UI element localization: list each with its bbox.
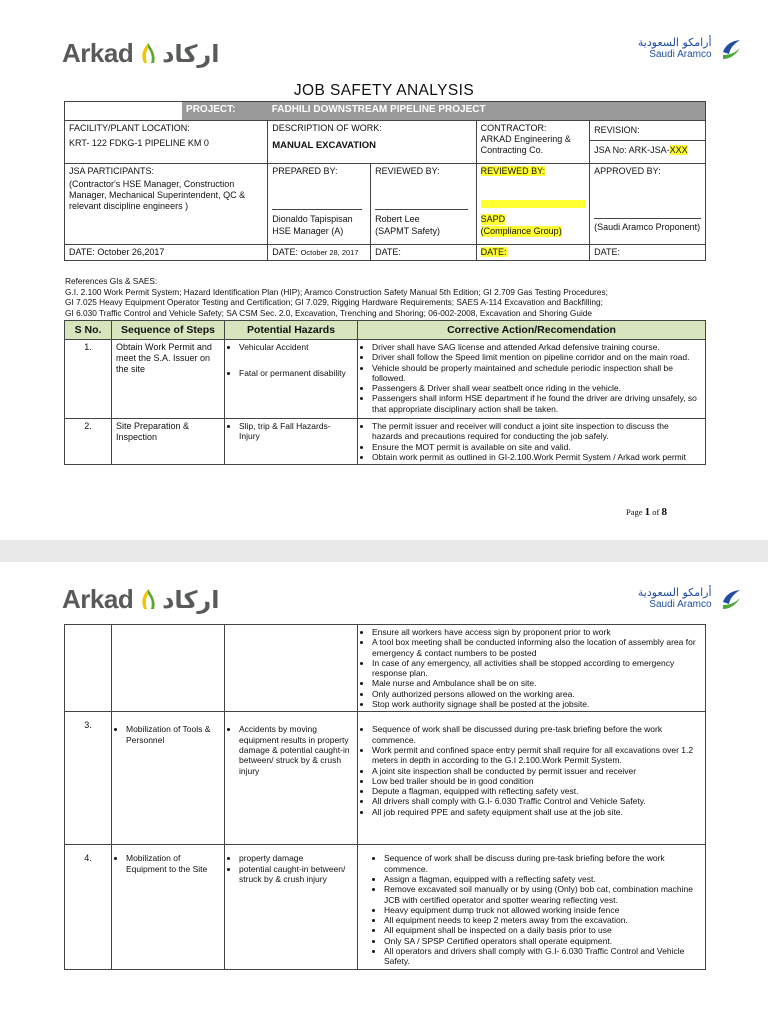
action-item: • Obtain work permit as outlined in GI-2.100.Work Permit System / Arkad work permit: [372, 452, 701, 462]
jsa-number-prefix: JSA No: ARK-JSA-: [594, 145, 670, 155]
column-header-sno: S No.: [65, 321, 112, 340]
references-heading: References GIs & SAES:: [65, 276, 158, 286]
hazard-item: • property damage: [239, 853, 353, 863]
column-header-actions: Corrective Action/Recomendation: [358, 321, 706, 340]
action-item: • The permit issuer and receiver will conduct a joint site inspection to discuss the hazards and precautions required for conducting the job safely.: [372, 421, 701, 442]
hazard-item: • potential caught-in between/ struck by & crush injury: [239, 864, 353, 885]
jsa-number-suffix: XXX: [669, 145, 688, 155]
hazard-item: • Vehicular Accident: [239, 342, 353, 352]
action-item: • Remove excavated soil manually or by using (Only) bob cat, combination machine JCB with certified operator and spotter wearing reflecting vest.: [384, 884, 701, 905]
date-2-label: DATE:: [272, 247, 299, 257]
action-item: • Only SA / SPSP Certified operators shall operate equipment.: [384, 936, 701, 946]
references-block: [65, 276, 725, 318]
hazard-item: • Fatal or permanent disability: [239, 368, 353, 378]
table-row: [65, 419, 706, 465]
action-item: • All drivers shall comply with G.I- 6.030 Traffic Control and Vehicle Safety.: [372, 796, 701, 806]
hazard-item: • Slip, trip & Fall Hazards- Injury: [239, 421, 353, 442]
action-item: • Heavy equipment dump truck not allowed working inside fence: [384, 905, 701, 915]
table-row: [65, 712, 706, 845]
reviewed-by-role: (SAPMT Safety): [375, 226, 440, 236]
row-sno: 1.: [65, 340, 112, 419]
action-item: • Stop work authority signage shall be posted at the jobsite.: [372, 699, 701, 709]
references-line: G.I. 2.100 Work Permit System; Hazard Identification Plan (HIP); Aramco Construction Safety Manual 5th Edition; GI 2.709 Gas Testing Procedures;: [65, 286, 608, 297]
action-item: • Depute a flagman, equipped with reflecting safety vest.: [372, 786, 701, 796]
action-item: • Passengers shall inform HSE department if he found the driver are driving unsafely, so that appropriate disciplinary action shall be taken.: [372, 393, 701, 414]
revision-label: REVISION:: [590, 121, 705, 141]
reviewed-by-name: Robert Lee: [375, 214, 420, 224]
row-sno: [65, 625, 112, 712]
description-value: MANUAL EXCAVATION: [272, 140, 376, 151]
action-item: • Assign a flagman, equipped with a reflecting safety vest.: [384, 874, 701, 884]
row-step: [112, 625, 225, 712]
document-title: JOB SAFETY ANALYSIS: [293, 82, 475, 99]
compliance-signature-box: [481, 200, 585, 208]
column-header-hazards: Potential Hazards: [225, 321, 358, 340]
page-number: Page 1 of 8: [626, 506, 667, 518]
aramco-star-icon: [720, 36, 742, 62]
document-page-2: [0, 562, 768, 1024]
row-sno: 2.: [65, 419, 112, 465]
jsa-header-table: [64, 101, 706, 261]
action-item: • Passengers & Driver shall wear seatbelt once riding in the vehicle.: [372, 383, 701, 393]
action-item: • Ensure all workers have access sign by proponent prior to work: [372, 627, 701, 637]
project-name: FADHILI DOWNSTREAM PIPELINE PROJECT: [268, 102, 706, 121]
arkad-flame-icon: [138, 588, 158, 610]
references-line: GI 7.025 Heavy Equipment Operator Testing and Certification; GI 7.029, Rigging Hardware Requirements; SAES A-114 Excavation and Backfilling;: [65, 297, 603, 307]
action-item: • All equipment shall be inspected on a daily basis prior to use: [384, 925, 701, 935]
action-item: • All equipment needs to keep 2 meters away from the excavation.: [384, 915, 701, 925]
action-item: • All job required PPE and safety equipment shall use at the job site.: [372, 807, 701, 817]
compliance-reviewed-label: REVIEWED BY:: [480, 166, 546, 176]
row-sno: 3.: [65, 712, 112, 845]
action-item: • Ensure the MOT permit is available on site and valid.: [372, 442, 701, 452]
facility-value: KRT- 122 FDKG-1 PIPELINE KM 0: [69, 138, 209, 148]
prepared-by-label: PREPARED BY:: [272, 166, 338, 176]
job-steps-table: [64, 320, 706, 465]
project-label: PROJECT:: [182, 102, 268, 121]
action-item: • A joint site inspection shall be conducted by permit issuer and receiver: [372, 766, 701, 776]
action-item: • Driver shall follow the Speed limit mention on pipeline corridor and on the main road.: [372, 352, 701, 362]
action-item: • Low bed trailer should be in good condition: [372, 776, 701, 786]
approved-by-label: APPROVED BY:: [594, 166, 661, 176]
action-item: • A tool box meeting shall be conducted informing also the location of assembly area for emergency & contact numbers to be posted: [372, 637, 701, 658]
hazard-item: • Accidents by moving equipment results in property damage & potential caught-in between/ struck by & crush injury: [239, 724, 353, 775]
participants-label: JSA PARTICIPANTS:: [69, 166, 155, 176]
job-steps-table-continued: [64, 624, 706, 970]
approved-signature-line: [594, 218, 701, 219]
reviewed-by-label: REVIEWED BY:: [375, 166, 440, 176]
compliance-role: (Compliance Group): [480, 226, 562, 236]
row-sno: 4.: [65, 845, 112, 969]
table-row: [65, 340, 706, 419]
date-3: DATE:: [371, 245, 477, 261]
arkad-logo: Arkad اركاد: [62, 38, 220, 68]
action-item: • Driver shall have SAG license and attended Arkad defensive training course.: [372, 342, 701, 352]
table-row: [65, 845, 706, 969]
row-step: Site Preparation & Inspection: [112, 419, 225, 465]
aramco-star-icon: [720, 586, 742, 612]
contractor-value: ARKAD Engineering & Contracting Co.: [480, 134, 571, 155]
action-item: • Sequence of work shall be discuss during pre-task briefing before the work commence.: [384, 853, 701, 874]
date-2-value: October 28, 2017: [300, 248, 359, 257]
action-item: • Vehicle should be properly maintained and schedule periodic inspection shall be followed.: [372, 363, 701, 384]
page-header: [0, 562, 768, 622]
saudi-aramco-logo: أرامكو السعودية Saudi Aramco: [638, 586, 742, 612]
page-header: [0, 0, 768, 80]
prepared-by-name: Dionaldo Tapispisan: [272, 214, 353, 224]
action-item: • Sequence of work shall be discussed during pre-task briefing before the work commence.: [372, 724, 701, 745]
date-5: DATE:: [590, 245, 706, 261]
contractor-label: CONTRACTOR:: [480, 123, 547, 133]
action-item: • In case of any emergency, all activities shall be stopped according to emergency response plan.: [372, 658, 701, 679]
date-1: DATE: October 26,2017: [65, 245, 268, 261]
reviewed-signature-line: [375, 209, 468, 210]
references-line: GI 6.030 Traffic Control and Vehicle Safety; SA CSM Sec. 2.0, Excavation, Trenching and Shoring; 06-002-2008, Excavation and Shoring Guide: [65, 307, 593, 318]
saudi-aramco-logo: أرامكو السعودية Saudi Aramco: [638, 36, 742, 62]
compliance-name: SAPD: [480, 214, 506, 224]
facility-label: FACILITY/PLANT LOCATION:: [69, 123, 190, 133]
arkad-logo: Arkad اركاد: [62, 584, 220, 614]
row-step: • Mobilization of Equipment to the Site: [126, 853, 220, 874]
description-label: DESCRIPTION OF WORK:: [272, 123, 382, 133]
participants-value: (Contractor's HSE Manager, Construction Manager, Mechanical Superintendent, QC & relevant discipline engineers ): [69, 179, 246, 211]
table-row: [65, 625, 706, 712]
approved-by-role: (Saudi Aramco Proponent): [594, 222, 701, 232]
prepared-signature-line: [272, 209, 362, 210]
arkad-flame-icon: [138, 42, 158, 64]
prepared-by-role: HSE Manager (A): [272, 226, 344, 236]
row-step: • Mobilization of Tools & Personnel: [126, 724, 220, 745]
action-item: • Only authorized persons allowed on the working area.: [372, 689, 701, 699]
date-4: DATE:: [480, 247, 507, 257]
action-item: • All operators and drivers shall comply with G.I- 6.030 Traffic Control and Vehicle Safety.: [384, 946, 701, 967]
action-item: • Male nurse and Ambulance shall be on site.: [372, 678, 701, 688]
action-item: • Work permit and confined space entry permit shall require for all excavations over 1.2 meters in depth in according to the G.I 2.100.Work Permit System.: [372, 745, 701, 766]
column-header-steps: Sequence of Steps: [112, 321, 225, 340]
row-step: Obtain Work Permit and meet the S.A. Issuer on the site: [112, 340, 225, 419]
